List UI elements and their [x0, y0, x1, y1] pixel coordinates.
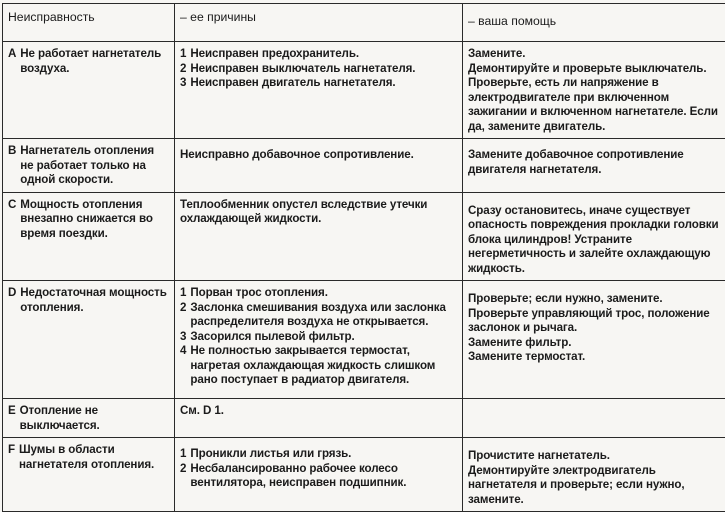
- fault-text: Не работает нагнетатель воздуха.: [20, 47, 169, 76]
- cause-item: [180, 344, 457, 388]
- cause-list: [180, 447, 457, 491]
- fault-text: Мощность отопления внезапно снижается во время поездки.: [20, 198, 169, 242]
- help-text: Замените.: [468, 47, 720, 62]
- cause-item: [180, 76, 457, 91]
- cause-text: Порван трос отопления.: [190, 286, 457, 301]
- cause-text: Не полностью закрывается термостат, нагретая охлаждающая жидкость слишком рано поступает в радиатор двигателя.: [190, 344, 457, 388]
- cause-cell: [175, 281, 463, 399]
- fault-cell: [3, 438, 175, 512]
- troubleshooting-table: [2, 3, 725, 512]
- fault-text: Нагнетатель отопления не работает только на одной скорости.: [20, 144, 169, 188]
- fault-text: Отопление не выключается.: [20, 404, 169, 433]
- help-text: Замените термостат.: [468, 350, 720, 365]
- help-text: Демонтируйте и проверьте выключатель.: [468, 62, 720, 77]
- cause-item: [180, 62, 457, 77]
- cause-text: Неисправен предохранитель.: [190, 47, 457, 62]
- table-row: [3, 42, 725, 139]
- cause-item: [180, 330, 457, 345]
- table-header-row: [3, 4, 725, 42]
- table-row: [3, 192, 725, 281]
- fault-letter: A: [8, 47, 16, 76]
- fault-cell: [3, 192, 175, 281]
- fault-letter: B: [8, 144, 16, 188]
- fault-text: Шумы в области нагнетателя отопления.: [19, 443, 169, 472]
- cause-text: Заслонка смешивания воздуха или заслонка распределителя воздуха не открывается.: [190, 301, 457, 330]
- cause-number: 3: [180, 76, 186, 91]
- cause-number: 2: [180, 462, 186, 491]
- cause-item: [180, 462, 457, 491]
- cause-number: 2: [180, 301, 186, 330]
- header-help: – ваша помощь: [463, 4, 725, 42]
- help-cell: [463, 139, 725, 193]
- cause-text: Несбалансированно рабочее колесо вентилятора, неисправен подшипник.: [190, 462, 457, 491]
- table-row: [3, 438, 725, 512]
- cause-text: Неисправен двигатель нагнетателя.: [190, 76, 457, 91]
- cause-item: [180, 47, 457, 62]
- cause-text: Засорился пылевой фильтр.: [190, 330, 457, 345]
- fault-letter: C: [8, 198, 16, 242]
- help-text: Замените добавочное сопротивление двигателя нагнетателя.: [468, 148, 720, 177]
- cause-cell: [175, 438, 463, 512]
- header-cause: – ее причины: [175, 4, 463, 42]
- fault-cell: [3, 139, 175, 193]
- help-cell: [463, 42, 725, 139]
- cause-text: Проникли листья или грязь.: [190, 447, 457, 462]
- cause-cell: [175, 139, 463, 193]
- cause-text: Неисправно добавочное сопротивление.: [180, 148, 414, 161]
- table-row: [3, 281, 725, 399]
- table-row: [3, 399, 725, 438]
- help-text: Проверьте, есть ли напряжение в электродвигателе при включенном зажигании и включенном нагнетателе. Если да, замените двигатель.: [468, 76, 720, 134]
- cause-item: [180, 301, 457, 330]
- cause-item: [180, 447, 457, 462]
- cause-list: [180, 47, 457, 91]
- cause-number: 1: [180, 447, 186, 462]
- header-fault: Неисправность: [3, 4, 175, 42]
- help-text: Проверьте; если нужно, замените.: [468, 292, 720, 307]
- fault-letter: E: [8, 404, 16, 433]
- cause-text: См. D 1.: [180, 404, 224, 417]
- cause-number: 1: [180, 47, 186, 62]
- help-text: Сразу остановитесь, иначе существует опасность повреждения прокладки головки блока цилиндров! Устраните негерметичность и залейте охлаждающую жидкость.: [468, 204, 720, 277]
- cause-list: [180, 286, 457, 388]
- fault-letter: F: [8, 443, 15, 472]
- help-cell: [463, 399, 725, 438]
- fault-cell: [3, 399, 175, 438]
- help-text: Демонтируйте электродвигатель нагнетателя и проверьте; если нужно, замените.: [468, 464, 720, 508]
- cause-number: 4: [180, 344, 186, 388]
- cause-number: 3: [180, 330, 186, 345]
- cause-cell: [175, 399, 463, 438]
- cause-text: Теплообменник опустел вследствие утечки охлаждающей жидкости.: [180, 198, 427, 226]
- help-text: Проверьте управляющий трос, положение заслонок и рычага.: [468, 307, 720, 336]
- table-row: [3, 139, 725, 193]
- cause-text: Неисправен выключатель нагнетателя.: [190, 62, 457, 77]
- cause-cell: [175, 42, 463, 139]
- fault-text: Недостаточная мощность отопления.: [20, 286, 169, 315]
- cause-cell: [175, 192, 463, 281]
- fault-cell: [3, 42, 175, 139]
- help-cell: [463, 281, 725, 399]
- help-cell: [463, 438, 725, 512]
- cause-number: 2: [180, 62, 186, 77]
- cause-item: [180, 286, 457, 301]
- cause-number: 1: [180, 286, 186, 301]
- fault-cell: [3, 281, 175, 399]
- help-cell: [463, 192, 725, 281]
- help-text: Замените фильтр.: [468, 336, 720, 351]
- help-text: Прочистите нагнетатель.: [468, 449, 720, 464]
- fault-letter: D: [8, 286, 16, 315]
